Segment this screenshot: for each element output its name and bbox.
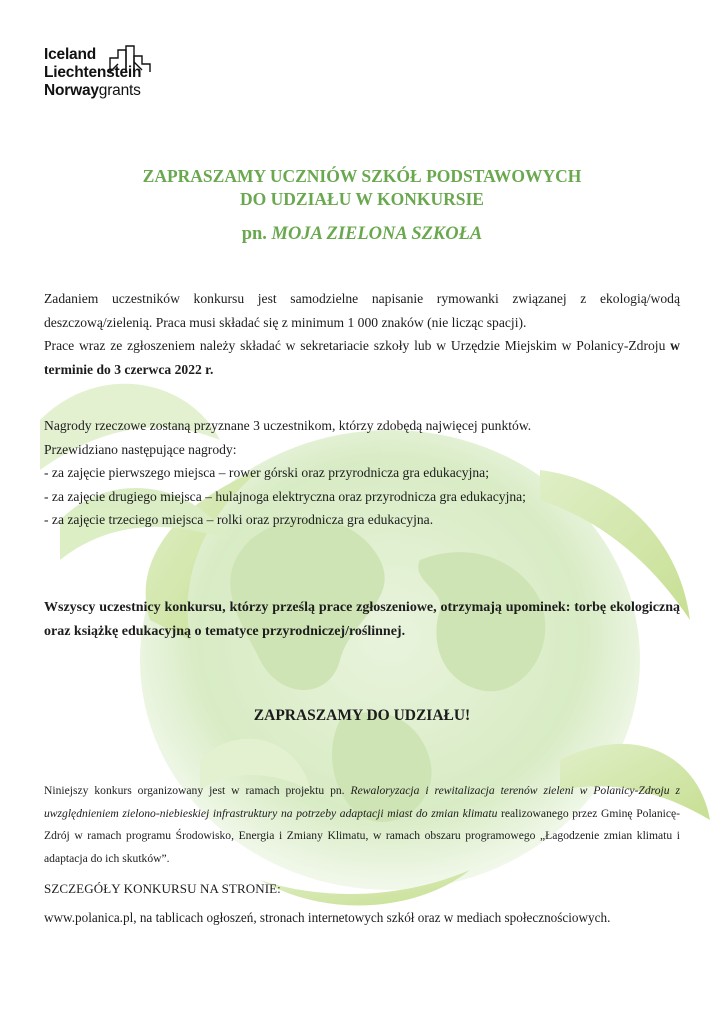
- project-note-end: realizowanego przez Gminę Polanicę-Zdrój w ramach programu Środowisko, Energia i Zmiany Klimatu, w ramach obszaru programowego „Łagodzenie zmian klimatu i adaptacja do ich skutków”.: [44, 806, 680, 865]
- logo-line-iceland: Iceland: [44, 46, 97, 63]
- call-to-action: ZAPRASZAMY DO UDZIAŁU!: [253, 707, 471, 724]
- prize-item-third: - za zajęcie trzeciego miejsca – rolki oraz przyrodnicza gra edukacyjna.: [44, 512, 434, 527]
- logo-line-grants: grants: [98, 82, 141, 99]
- project-funding-note: [44, 780, 680, 870]
- participant-gift-notice: Wszyscy uczestnicy konkursu, którzy prześlą prace zgłoszeniowe, otrzymają upominek: torbę ekologiczną oraz książkę edukacyjną o tematyce przyrodniczej/roślinnej.: [44, 600, 680, 639]
- submission-instructions: [44, 334, 680, 381]
- contest-name-heading: [0, 224, 724, 245]
- contest-name: MOJA ZIELONA SZKOŁA: [271, 224, 483, 244]
- logo-line-liechtenstein: Liechtenstein: [44, 64, 142, 81]
- project-note-start: Niniejszy konkurs organizowany jest w ramach projektu pn.: [44, 784, 351, 797]
- prizes-section: [44, 414, 680, 532]
- invitation-heading: [0, 165, 724, 211]
- prizes-label: Przewidziano następujące nagrody:: [44, 441, 237, 457]
- submission-deadline: w terminie do 3 czerwca 2022 r.: [44, 338, 680, 377]
- prizes-intro: Nagrody rzeczowe zostaną przyznane 3 uczestnikom, którzy zdobędą najwięcej punktów.: [44, 418, 532, 433]
- project-name: Rewaloryzacja i rewitalizacja terenów zieleni w Polanicy-Zdroju z uwzględnieniem zielono-niebieskiej infrastruktury na potrzeby adaptacji miast do zmian klimatu: [44, 784, 680, 820]
- contest-name-prefix: pn.: [241, 224, 272, 244]
- prize-item-second: - za zajęcie drugiego miejsca – hulajnoga elektryczna oraz przyrodnicza gra edukacyjna;: [44, 488, 526, 504]
- contest-description: [44, 287, 680, 381]
- prize-item-first: - za zajęcie pierwszego miejsca – rower górski oraz przyrodnicza gra edukacyjna;: [44, 465, 489, 480]
- details-label: SZCZEGÓŁY KONKURSU NA STRONIE:: [44, 881, 281, 896]
- invitation-heading-line2: DO UDZIAŁU W KONKURSIE: [240, 189, 484, 209]
- invitation-heading-line1: ZAPRASZAMY UCZNIÓW SZKÓŁ PODSTAWOWYCH: [142, 166, 582, 186]
- iceland-liechtenstein-norway-grants-logo: [44, 46, 141, 100]
- details-text: www.polanica.pl, na tablicach ogłoszeń, stronach internetowych szkół oraz w mediach społecznościowych.: [44, 910, 611, 925]
- submission-text: Prace wraz ze zgłoszeniem należy składać w sekretariacie szkoły lub w Urzędzie Miejskim w Polanicy-Zdroju: [44, 338, 671, 353]
- grants-logo-mark-icon: [108, 44, 156, 80]
- logo-line-norway: Norway: [44, 82, 99, 99]
- task-description: Zadaniem uczestników konkursu jest samodzielne napisanie rymowanki związanej z ekologią/wodą deszczową/zielenią. Praca musi składać się z minimum 1 000 znaków (nie licząc spacji).: [44, 291, 680, 330]
